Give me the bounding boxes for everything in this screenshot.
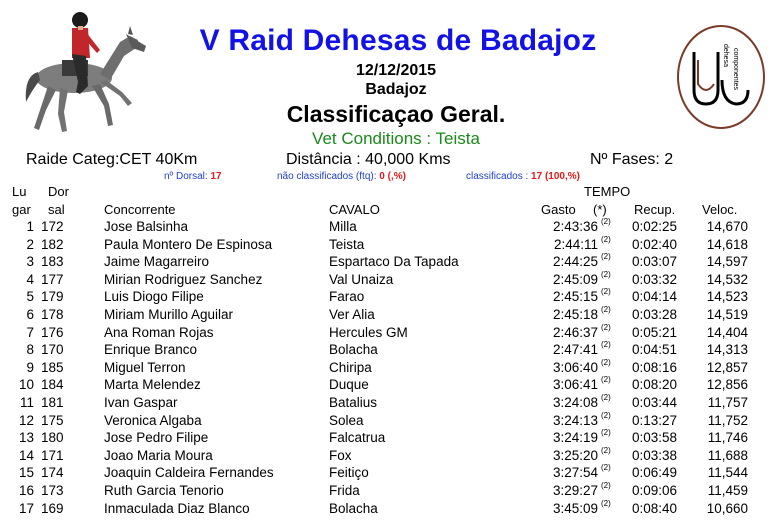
- cell-gasto-flag: (2): [601, 445, 611, 455]
- cell-concorrente: Jaime Magarreiro: [104, 254, 210, 270]
- cell-recup: 0:05:21: [632, 324, 678, 340]
- cell-gasto: 3:45:09: [552, 500, 598, 516]
- table-row: [0, 498, 782, 519]
- table-row: [0, 234, 782, 255]
- cell-cavalo: Farao: [329, 289, 365, 305]
- cell-veloc: 14,519: [706, 306, 748, 322]
- cell-lugar: 3: [26, 254, 34, 270]
- cell-veloc: 11,757: [707, 394, 748, 410]
- cell-cavalo: Solea: [329, 412, 364, 428]
- cell-cavalo: Frida: [329, 482, 360, 498]
- cell-concorrente: Ana Roman Rojas: [104, 324, 214, 340]
- cell-veloc: 11,746: [707, 430, 748, 446]
- cell-dorsal: 171: [41, 447, 64, 463]
- cell-lugar: 10: [18, 377, 34, 393]
- cell-dorsal: 178: [41, 306, 64, 322]
- cell-lugar: 6: [26, 306, 34, 322]
- cell-lugar: 4: [26, 271, 34, 287]
- event-title: V Raid Dehesas de Badajoz: [199, 24, 597, 57]
- cell-concorrente: Mirian Rodriguez Sanchez: [104, 271, 263, 287]
- event-date: 12/12/2015: [355, 62, 437, 79]
- table-row: [0, 445, 782, 466]
- cell-gasto: 2:45:15: [552, 289, 598, 305]
- table-row: [0, 480, 782, 501]
- header-gasto: Gasto: [541, 202, 576, 217]
- cell-gasto-flag: (2): [601, 287, 611, 297]
- cell-cavalo: Teista: [329, 236, 365, 252]
- cell-cavalo: Hercules GM: [329, 324, 408, 340]
- cell-recup: 0:03:07: [632, 254, 678, 270]
- cell-gasto-flag: (2): [601, 304, 611, 314]
- event-city: Badajoz: [365, 81, 427, 98]
- cell-veloc: 12,856: [706, 377, 748, 393]
- classification-heading: Classificaçao Geral.: [286, 101, 506, 127]
- cell-dorsal: 169: [41, 500, 64, 516]
- cell-recup: 0:02:40: [632, 236, 678, 252]
- logo-text-1: dehesa: [722, 44, 729, 67]
- cell-dorsal: 183: [41, 254, 64, 270]
- cell-gasto: 3:29:27: [552, 482, 598, 498]
- cell-recup: 0:08:16: [632, 359, 678, 375]
- cell-recup: 0:03:28: [632, 306, 678, 322]
- cell-dorsal: 170: [41, 342, 64, 358]
- not-classified-pct: (,%): [387, 171, 406, 182]
- cell-dorsal: 184: [41, 377, 64, 393]
- distance: Distância : 40,000 Kms: [286, 151, 451, 168]
- cell-concorrente: Marta Melendez: [104, 377, 201, 393]
- cell-recup: 0:08:20: [632, 377, 678, 393]
- cell-cavalo: Bolacha: [329, 500, 378, 516]
- table-row: [0, 269, 782, 290]
- logo-text-2: componentes: [732, 48, 739, 91]
- cell-concorrente: Luis Diogo Filipe: [104, 289, 204, 305]
- cell-veloc: 11,544: [707, 465, 748, 481]
- cell-cavalo: Falcatrua: [329, 430, 386, 446]
- raide-category: Raide Categ:CET 40Km: [26, 151, 198, 168]
- header-dorsal-1: Dor: [48, 184, 69, 199]
- cell-concorrente: Joaquin Caldeira Fernandes: [104, 465, 274, 481]
- header-veloc: Veloc.: [702, 202, 738, 217]
- classified-label: classificados :: [466, 171, 529, 182]
- cell-gasto: 2:47:41: [552, 342, 598, 358]
- cell-cavalo: Milla: [329, 219, 357, 234]
- cell-veloc: 11,688: [707, 447, 748, 463]
- cell-gasto: 3:06:41: [552, 377, 598, 393]
- table-row: [0, 377, 782, 395]
- cell-cavalo: Fox: [329, 447, 352, 463]
- cell-dorsal: 185: [41, 359, 64, 375]
- table-row: [0, 254, 782, 272]
- not-classified-value: 0: [379, 171, 385, 182]
- cell-recup: 0:03:58: [632, 430, 678, 446]
- cell-concorrente: Enrique Branco: [104, 342, 198, 358]
- cell-veloc: 14,523: [706, 289, 748, 305]
- cell-cavalo: Bolacha: [329, 342, 378, 358]
- cell-lugar: 2: [26, 236, 34, 252]
- cell-lugar: 15: [18, 465, 34, 481]
- classified-count: [466, 171, 580, 182]
- cell-dorsal: 172: [41, 219, 64, 234]
- cell-concorrente: Paula Montero De Espinosa: [104, 236, 273, 252]
- cell-concorrente: Veronica Algaba: [104, 412, 202, 428]
- cell-recup: 0:03:44: [632, 394, 678, 410]
- cell-recup: 0:08:40: [632, 500, 678, 516]
- cell-gasto-flag: (2): [601, 340, 611, 350]
- cell-gasto: 2:44:25: [552, 254, 598, 270]
- cell-recup: 0:09:06: [632, 482, 678, 498]
- classified-pct: (100,%): [544, 171, 580, 182]
- cell-dorsal: 180: [41, 430, 64, 446]
- cell-gasto-flag: (2): [601, 498, 611, 508]
- cell-lugar: 1: [26, 219, 34, 234]
- cell-recup: 0:02:25: [632, 219, 678, 234]
- cell-cavalo: Duque: [329, 377, 369, 393]
- cell-concorrente: Jose Balsinha: [104, 219, 189, 234]
- classified-value: 17: [531, 171, 543, 182]
- cell-lugar: 14: [18, 447, 34, 463]
- cell-cavalo: Batalius: [329, 394, 378, 410]
- cell-gasto: 3:27:54: [552, 465, 598, 481]
- cell-gasto-flag: (2): [601, 392, 611, 402]
- cell-dorsal: 181: [41, 394, 64, 410]
- cell-gasto: 2:44:11: [553, 236, 598, 252]
- cell-gasto-flag: (2): [601, 269, 611, 279]
- vet-conditions: Vet Conditions : Teista: [312, 129, 480, 148]
- cell-dorsal: 176: [41, 324, 64, 340]
- header-tempo: TEMPO: [584, 184, 631, 199]
- cell-concorrente: Miriam Murillo Aguilar: [104, 306, 234, 322]
- cell-concorrente: Ruth Garcia Tenorio: [104, 482, 224, 498]
- cell-lugar: 17: [18, 500, 34, 516]
- cell-gasto-flag: (2): [601, 322, 611, 332]
- cell-lugar: 7: [26, 324, 34, 340]
- not-classified-label: não classificados (ftq):: [277, 171, 377, 182]
- cell-gasto-flag: (2): [601, 428, 611, 438]
- cell-concorrente: Jose Pedro Filipe: [104, 430, 209, 446]
- cell-gasto-flag: (2): [601, 410, 611, 420]
- header-dorsal-2: sal: [48, 202, 65, 217]
- cell-concorrente: Ivan Gaspar: [104, 394, 178, 410]
- dorsal-value: 17: [210, 171, 222, 182]
- cell-gasto: 2:45:18: [552, 306, 598, 322]
- cell-lugar: 9: [26, 359, 34, 375]
- cell-gasto: 2:43:36: [552, 219, 598, 234]
- cell-veloc: 14,404: [706, 324, 748, 340]
- cell-gasto-flag: (2): [601, 217, 611, 226]
- table-row: [0, 465, 782, 483]
- cell-recup: 0:03:38: [632, 447, 678, 463]
- header-lugar-1: Lu: [12, 184, 27, 199]
- cell-gasto: 3:24:08: [552, 394, 598, 410]
- dorsal-count: [164, 171, 222, 182]
- cell-lugar: 11: [19, 394, 34, 410]
- cell-veloc: 14,597: [706, 254, 748, 270]
- header-lugar-2: gar: [12, 202, 31, 217]
- cell-gasto-flag: (2): [601, 252, 611, 262]
- table-row: [0, 410, 782, 431]
- cell-veloc: 14,670: [706, 219, 748, 234]
- cell-cavalo: Espartaco Da Tapada: [329, 254, 459, 270]
- cell-lugar: 8: [26, 342, 34, 358]
- cell-gasto-flag: (2): [601, 357, 611, 367]
- cell-dorsal: 177: [41, 271, 64, 287]
- cell-lugar: 5: [26, 289, 34, 305]
- cell-veloc: 14,618: [706, 236, 748, 252]
- cell-veloc: 14,532: [706, 271, 748, 287]
- table-row: [0, 357, 782, 378]
- cell-gasto: 3:24:19: [552, 430, 598, 446]
- header-cavalo: CAVALO: [329, 202, 380, 217]
- cell-veloc: 12,857: [706, 359, 748, 375]
- cell-dorsal: 174: [41, 465, 64, 481]
- cell-cavalo: Ver Alia: [329, 306, 375, 322]
- cell-gasto-flag: (2): [601, 234, 611, 244]
- cell-dorsal: 175: [41, 412, 64, 428]
- cell-gasto: 2:46:37: [552, 324, 598, 340]
- cell-concorrente: Inmaculada Diaz Blanco: [104, 500, 250, 516]
- cell-veloc: 11,752: [707, 412, 748, 428]
- header-recup: Recup.: [634, 202, 676, 217]
- cell-veloc: 14,313: [706, 342, 748, 358]
- cell-cavalo: Val Unaiza: [329, 271, 394, 287]
- cell-gasto-flag: (2): [601, 463, 611, 473]
- header-gasto-flag: (*): [593, 202, 607, 217]
- cell-recup: 0:13:27: [632, 412, 678, 428]
- table-row: [0, 289, 782, 307]
- cell-gasto: 2:45:09: [552, 271, 598, 287]
- header-concorrente: Concorrente: [104, 202, 176, 217]
- cell-gasto-flag: (2): [601, 480, 611, 490]
- table-row: [0, 342, 782, 360]
- cell-veloc: 11,459: [707, 482, 748, 498]
- cell-recup: 0:06:49: [632, 465, 678, 481]
- table-row: [0, 219, 782, 237]
- cell-dorsal: 173: [41, 482, 64, 498]
- cell-gasto: 3:25:20: [552, 447, 598, 463]
- table-row: [0, 304, 782, 325]
- table-row: [0, 430, 782, 448]
- table-row: [0, 322, 782, 343]
- results-table: [0, 219, 782, 518]
- cell-lugar: 12: [18, 412, 34, 428]
- cell-recup: 0:04:51: [632, 342, 678, 358]
- cell-dorsal: 179: [41, 289, 64, 305]
- cell-recup: 0:03:32: [632, 271, 678, 287]
- cell-dorsal: 182: [41, 236, 64, 252]
- num-phases: Nº Fases: 2: [590, 151, 674, 168]
- cell-recup: 0:04:14: [632, 289, 678, 305]
- cell-gasto: 3:06:40: [552, 359, 598, 375]
- cell-cavalo: Feitiço: [329, 465, 369, 481]
- cell-lugar: 13: [18, 430, 34, 446]
- dorsal-label: nº Dorsal:: [164, 171, 208, 182]
- cell-gasto-flag: (2): [601, 375, 611, 385]
- table-row: [0, 392, 782, 413]
- cell-concorrente: Miguel Terron: [104, 359, 186, 375]
- cell-gasto: 3:24:13: [552, 412, 598, 428]
- cell-lugar: 16: [18, 482, 34, 498]
- cell-concorrente: Joao Maria Moura: [104, 447, 213, 463]
- not-classified-count: [277, 171, 406, 182]
- cell-veloc: 10,660: [706, 500, 748, 516]
- cell-cavalo: Chiripa: [329, 359, 372, 375]
